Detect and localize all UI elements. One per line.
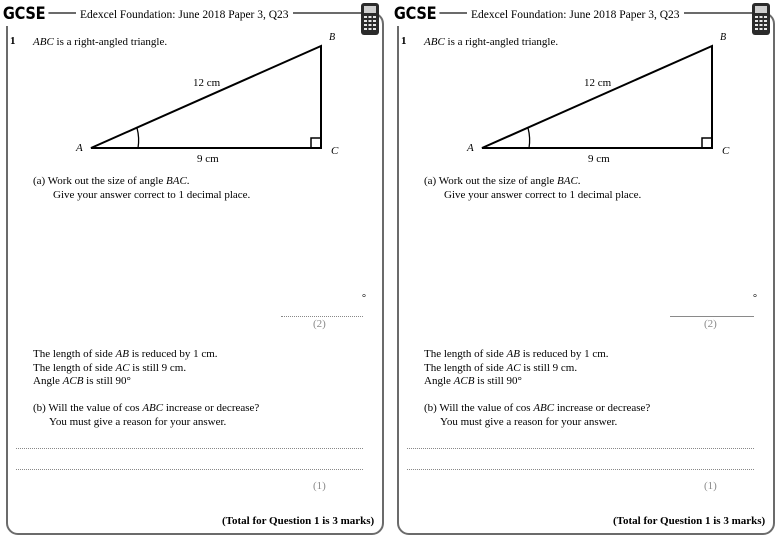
calculator-icon [751,2,771,36]
info-side-ac: AC [506,361,521,374]
answer-line-b2[interactable] [16,469,363,470]
intro-text: is a right-angled triangle. [444,36,559,48]
info-text [424,348,609,389]
part-a-angle: BAC [557,175,578,187]
info-angle-acb: ACB [62,375,84,387]
info-line2-end: is still 9 cm. [520,361,578,374]
vertex-a-label: A [467,142,474,154]
part-b-line2: You must give a reason for your answer. [440,416,618,428]
triangle-diagram [60,30,360,170]
info-line2-end: is still 9 cm. [129,361,187,374]
answer-line-b1[interactable] [16,448,363,449]
header-title: Edexcel Foundation: June 2018 Paper 3, Q23 [467,8,684,22]
info-side-ab: AB [506,348,520,360]
triangle-diagram [451,30,751,170]
intro-text: is a right-angled triangle. [53,36,168,48]
info-line3-end: is still 90° [83,375,131,387]
info-line3-end: is still 90° [474,375,522,387]
part-a-angle: BAC [166,175,187,187]
header-title: Edexcel Foundation: June 2018 Paper 3, Q23 [76,8,293,22]
vertex-a-label: A [76,142,83,154]
vertex-c-label: C [331,145,339,157]
info-line1-text: The length of side [424,348,507,360]
triangle-name: ABC [33,36,54,48]
part-a-line1-end: . [186,175,190,187]
marks-part-b: (1) [704,480,717,492]
gcse-logo: GCSE [2,2,49,26]
calculator-icon [360,2,380,36]
answer-line-a[interactable] [670,316,754,317]
hypotenuse-length-label: 12 cm [193,77,221,89]
vertex-c-label: C [722,145,730,157]
part-b-line2: You must give a reason for your answer. [49,416,227,428]
triangle-name: ABC [424,36,445,48]
part-b-line1-end: increase or decrease? [163,402,260,414]
total-marks: (Total for Question 1 is 3 marks) [613,515,766,527]
info-line3-text: Angle [33,375,63,387]
info-side-ac: AC [115,361,130,374]
part-b-angle: ABC [533,402,555,414]
part-b-question [424,401,650,429]
info-line2-text: The length of side [33,361,116,374]
question-number: 1 [10,35,16,47]
gcse-logo: GCSE [393,2,440,26]
part-a-line1-end: . [577,175,581,187]
info-line1-text: The length of side [33,348,116,360]
info-side-ab: AB [115,348,129,360]
info-line2-text: The length of side [424,361,507,374]
vertex-b-label: B [720,32,727,43]
part-a-question [424,174,641,202]
total-marks: (Total for Question 1 is 3 marks) [222,515,375,527]
base-length-label: 9 cm [588,153,610,165]
question-number: 1 [401,35,407,47]
answer-line-b1[interactable] [407,448,754,449]
part-a-line1-text: (a) Work out the size of angle [33,175,167,187]
part-b-line1-end: increase or decrease? [554,402,651,414]
answer-line-a[interactable] [281,316,363,317]
part-a-question [33,174,250,202]
info-text [33,348,218,389]
info-line3-text: Angle [424,375,454,387]
part-b-line1-text: (b) Will the value of cos [33,402,143,414]
answer-unit: ° [753,293,757,304]
base-length-label: 9 cm [197,153,219,165]
worksheet-panel-left [0,0,388,540]
marks-part-b: (1) [313,480,326,492]
info-line1-end: is reduced by 1 cm. [519,348,609,360]
answer-unit: ° [362,293,366,304]
part-b-question [33,401,259,429]
answer-line-b2[interactable] [407,469,754,470]
hypotenuse-length-label: 12 cm [584,77,612,89]
part-b-line1-text: (b) Will the value of cos [424,402,534,414]
marks-part-a: (2) [704,318,717,330]
marks-part-a: (2) [313,318,326,330]
part-a-line2: Give your answer correct to 1 decimal place. [444,189,642,201]
info-angle-acb: ACB [453,375,475,387]
worksheet-panel-right [391,0,779,540]
info-line1-end: is reduced by 1 cm. [128,348,218,360]
vertex-b-label: B [329,32,336,43]
part-a-line1-text: (a) Work out the size of angle [424,175,558,187]
part-a-line2: Give your answer correct to 1 decimal place. [53,189,251,201]
part-b-angle: ABC [142,402,164,414]
